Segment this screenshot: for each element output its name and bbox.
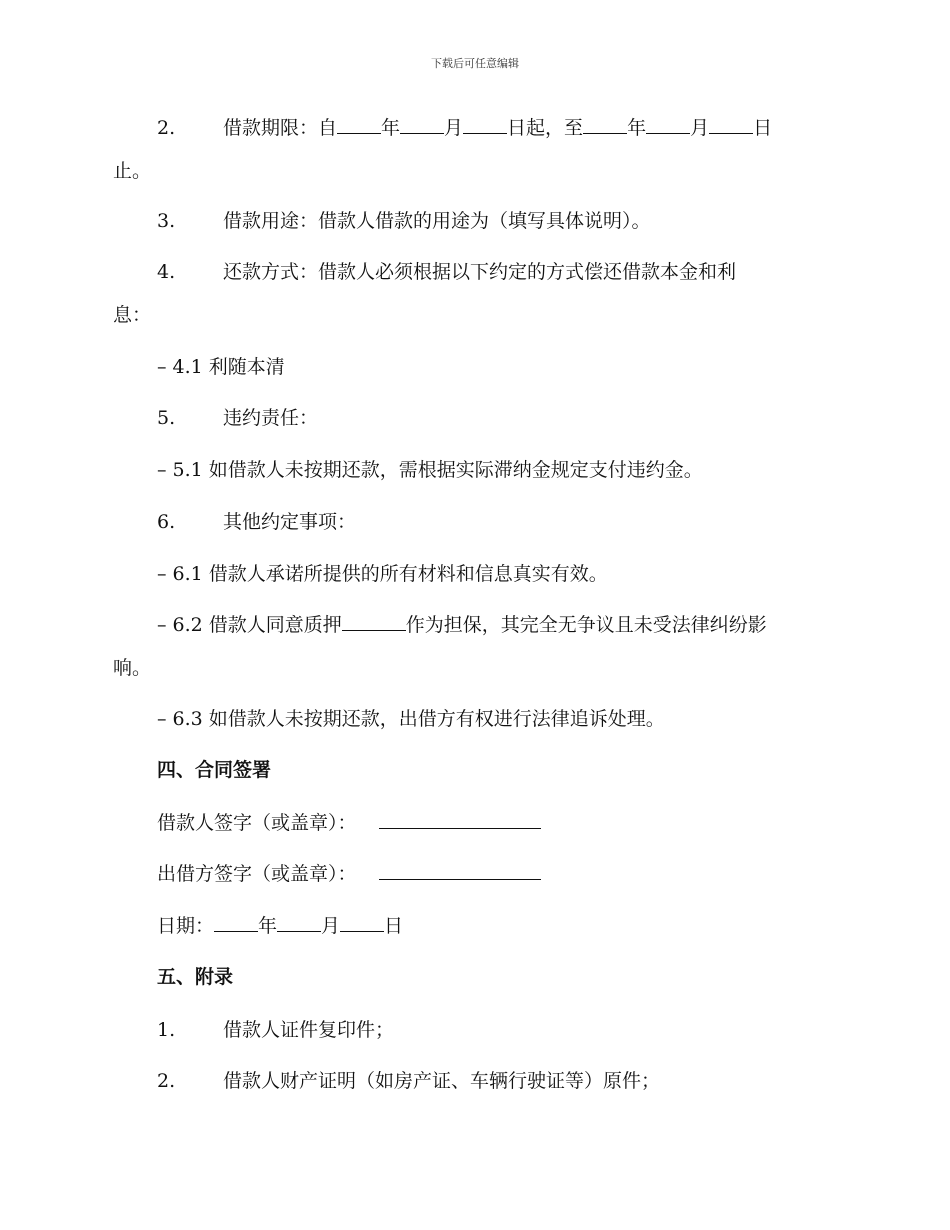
appendix-1-text: 借款人证件复印件； <box>223 1019 395 1041</box>
lender-signature-line <box>157 861 541 887</box>
lender-signature-field[interactable] <box>379 861 541 880</box>
clause-3-text: 借款用途：借款人借款的用途为（填写具体说明）。 <box>223 210 651 232</box>
item-6-1: – 6.1 借款人承诺所提供的所有材料和信息真实有效。 <box>157 563 608 585</box>
lender-signature-label: 出借方签字（或盖章）： <box>157 863 357 885</box>
blank-month[interactable] <box>646 115 690 134</box>
day-text: 日 <box>384 915 404 937</box>
clause-5-text: 违约责任： <box>223 407 319 429</box>
month-text: 月 <box>690 117 710 139</box>
borrower-signature-line <box>157 810 541 836</box>
year-text: 年 <box>627 117 647 139</box>
date-label: 日期： <box>157 915 215 937</box>
clause-4-line <box>157 259 736 285</box>
appendix-number: 1. <box>157 1019 176 1041</box>
day-text: 日 <box>753 117 773 139</box>
blank-collateral[interactable] <box>342 612 406 631</box>
clause-4-continuation: 息： <box>113 304 152 326</box>
clause-number: 6. <box>157 511 176 533</box>
appendix-number: 2. <box>157 1070 176 1092</box>
appendix-2-line <box>157 1068 660 1094</box>
clause-3-line <box>157 208 651 234</box>
blank-year[interactable] <box>214 913 258 932</box>
year-text: 年 <box>258 915 278 937</box>
month-text: 月 <box>444 117 464 139</box>
blank-day[interactable] <box>463 115 507 134</box>
item-6-2-pre: – 6.2 借款人同意质押 <box>157 614 342 636</box>
clause-5-line <box>157 405 318 431</box>
clause-2-continuation: 止。 <box>113 160 152 182</box>
clause-6-text: 其他约定事项： <box>223 511 357 533</box>
borrower-signature-field[interactable] <box>379 810 541 829</box>
day-text: 日起，至 <box>507 117 584 139</box>
item-4-1: – 4.1 利随本清 <box>157 356 285 378</box>
month-text: 月 <box>321 915 341 937</box>
appendix-1-line <box>157 1017 394 1043</box>
section-heading-appendix: 五、附录 <box>157 966 234 988</box>
clause-number: 2. <box>157 117 176 139</box>
clause-2-label: 借款期限：自 <box>223 117 338 139</box>
blank-year[interactable] <box>583 115 627 134</box>
year-text: 年 <box>381 117 401 139</box>
clause-4-text: 还款方式：借款人必须根据以下约定的方式偿还借款本金和利 <box>223 261 737 283</box>
item-6-3: – 6.3 如借款人未按期还款，出借方有权进行法律追诉处理。 <box>157 708 665 730</box>
item-6-2 <box>157 612 767 638</box>
blank-day[interactable] <box>709 115 753 134</box>
page-header: 下载后可任意编辑 <box>431 57 519 70</box>
clause-number: 3. <box>157 210 176 232</box>
date-line <box>157 913 403 939</box>
item-6-2-post: 作为担保，其完全无争议且未受法律纠纷影 <box>405 614 767 636</box>
item-6-2-continuation: 响。 <box>113 657 152 679</box>
appendix-2-text: 借款人财产证明（如房产证、车辆行驶证等）原件； <box>223 1070 661 1092</box>
item-5-1: – 5.1 如借款人未按期还款，需根据实际滞纳金规定支付违约金。 <box>157 459 703 481</box>
blank-day[interactable] <box>340 913 384 932</box>
section-heading-signing: 四、合同签署 <box>157 759 272 781</box>
clause-6-line <box>157 509 356 535</box>
clause-number: 4. <box>157 261 176 283</box>
clause-2-line <box>157 115 772 141</box>
blank-month[interactable] <box>277 913 321 932</box>
borrower-signature-label: 借款人签字（或盖章）： <box>157 812 357 834</box>
clause-number: 5. <box>157 407 176 429</box>
blank-year[interactable] <box>337 115 381 134</box>
blank-month[interactable] <box>400 115 444 134</box>
